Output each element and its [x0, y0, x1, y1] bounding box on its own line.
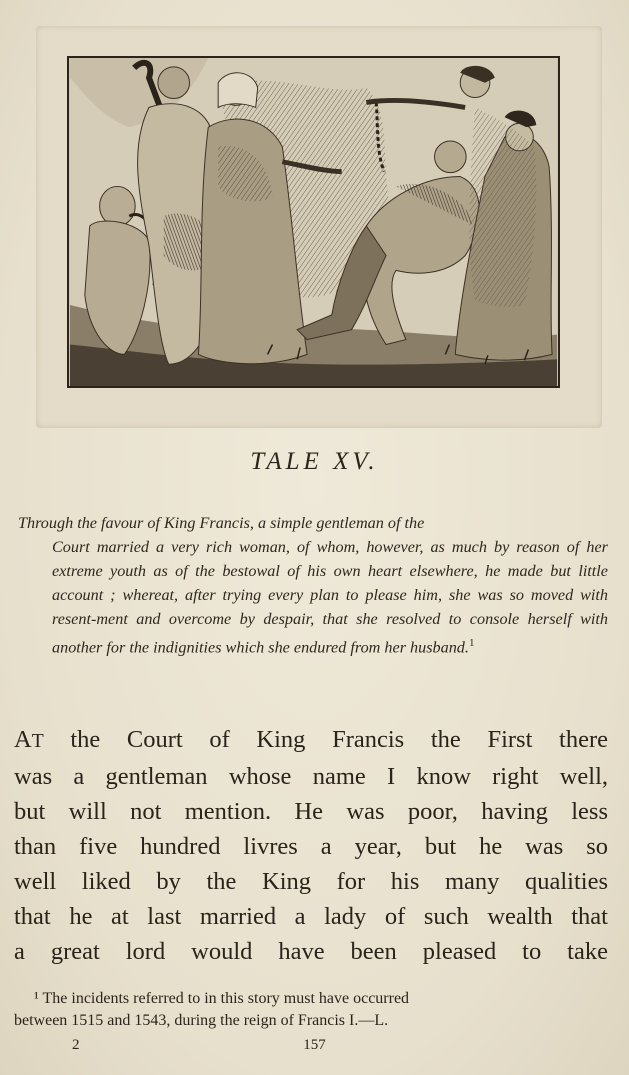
- body-line: a great lord would have been pleased to take: [14, 938, 608, 965]
- tale-summary: [18, 511, 608, 659]
- summary-continuation: [18, 535, 608, 659]
- summary-first-line: Through the favour of King Francis, a simple gentleman of the: [18, 514, 425, 532]
- body-line: that he at last married a lady of such wealth that: [14, 903, 608, 930]
- tale-title: TALE XV.: [250, 448, 379, 475]
- engraving-drawing: [69, 58, 558, 386]
- body-line: well liked by the King for his many qualities: [14, 868, 608, 895]
- signature-mark: 2: [72, 1037, 80, 1053]
- body-line: than five hundred livres a year, but he was so: [14, 833, 608, 860]
- summary-rest-text: Court married a very rich woman, of whom, however, as much by reason of her extreme youth as of the bestowal of his own heart elsewhere, he made but little account ; whereat, after trying every plan to please him, she was so moved with resent-ment and overcome by despair, that she resolved to console herself with another for the indignities which she endured from her husband.: [52, 538, 608, 657]
- page-number: 157: [303, 1037, 326, 1053]
- body-line: but will not mention. He was poor, having less: [14, 798, 608, 825]
- body-line: AT the Court of King Francis the First there: [14, 726, 608, 753]
- body-text: [14, 722, 608, 969]
- body-line: was a gentleman whose name I know right well,: [14, 763, 608, 790]
- footnote-line: between 1515 and 1543, during the reign of Francis I.—L.: [14, 1012, 389, 1029]
- footnote: [14, 988, 608, 1032]
- engraving-illustration: [67, 56, 560, 388]
- footnote-reference: 1: [468, 637, 475, 649]
- footnote-line: ¹ The incidents referred to in this story must have occurred: [34, 990, 410, 1007]
